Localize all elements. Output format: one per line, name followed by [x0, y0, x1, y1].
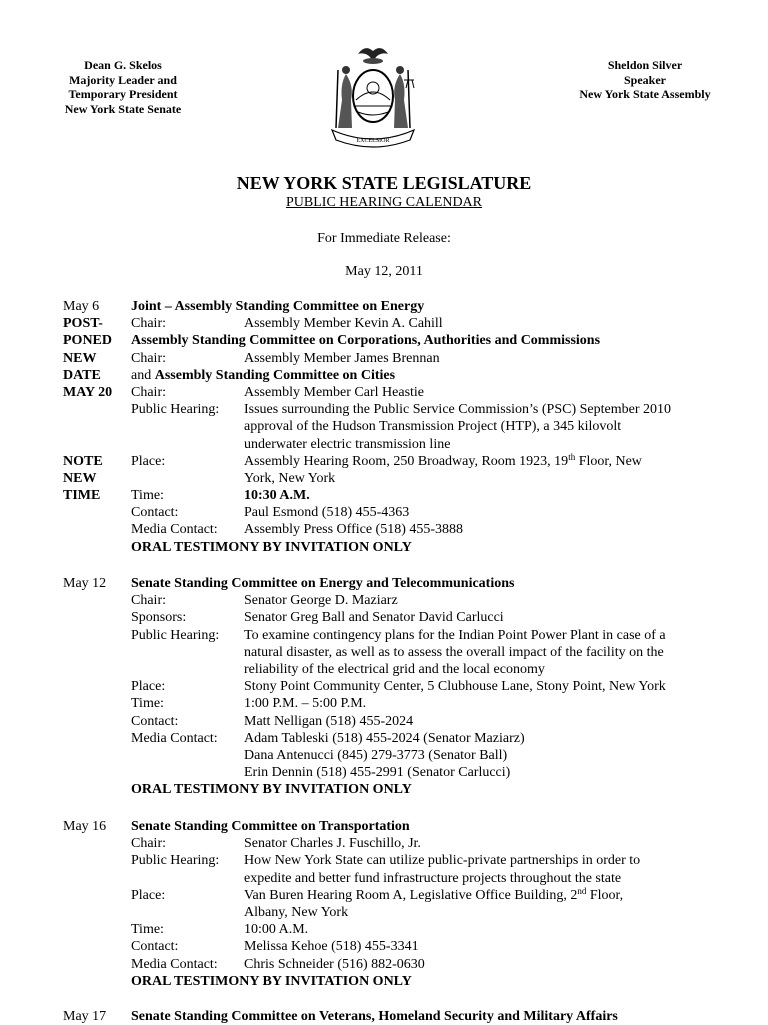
place-line-end: Floor, New [575, 453, 642, 469]
entry-date: May 12 [63, 576, 107, 591]
chair-value: Senator Charles J. Fuschillo, Jr. [244, 836, 421, 852]
place-line: Stony Point Community Center, 5 Clubhouse Lane, Stony Point, New York [244, 679, 666, 695]
hearing-label: Public Hearing: [131, 627, 220, 643]
hearing-label: Public Hearing: [131, 402, 220, 418]
contact-label: Contact: [131, 713, 179, 729]
place-label: Place: [131, 453, 166, 469]
new-date-note: NEW [63, 350, 97, 366]
place-line: Van Buren Hearing Room A, Legislative Office Building, 2 [244, 887, 578, 903]
chair-value: Assembly Member James Brennan [244, 350, 440, 366]
sponsors-label: Sponsors: [131, 610, 187, 626]
contact-value: Matt Nelligan (518) 455-2024 [244, 713, 414, 729]
document-title: NEW YORK STATE LEGISLATURE [236, 173, 532, 193]
oral-testimony-note: ORAL TESTIMONY BY INVITATION ONLY [131, 782, 412, 798]
senate-leader-title-1: Majority Leader and [69, 72, 177, 87]
and-prefix: and [131, 367, 152, 383]
media-contact-label: Media Contact: [131, 730, 218, 746]
media-contact-value: Erin Dennin (518) 455-2991 (Senator Carlucci) [244, 765, 511, 781]
media-contact-value: Chris Schneider (516) 882-0630 [244, 956, 425, 972]
hearing-line: reliability of the electrical grid and the local economy [244, 661, 545, 677]
assembly-speaker-name: Sheldon Silver [607, 58, 683, 72]
chair-label: Chair: [131, 316, 166, 332]
hearing-entry-veterans [63, 1008, 743, 1025]
state-seal-icon [318, 40, 428, 150]
assembly-speaker-body: New York State Assembly [579, 87, 711, 101]
new-date-note: DATE [63, 367, 101, 383]
oral-testimony-note: ORAL TESTIMONY BY INVITATION ONLY [131, 973, 412, 989]
hearing-line: expedite and better fund infrastructure projects throughout the state [244, 870, 622, 886]
time-note: NOTE [63, 453, 103, 469]
contact-value: Melissa Kehoe (518) 455-3341 [244, 939, 419, 955]
senate-leader-title-2: Temporary President [68, 87, 178, 101]
place-superscript: nd [577, 885, 587, 896]
time-note: NEW [63, 470, 97, 486]
time-label: Time: [131, 922, 164, 938]
hearing-line: underwater electric transmission line [244, 436, 451, 452]
time-label: Time: [131, 488, 164, 504]
place-line: York, New York [244, 470, 336, 486]
committee-name: Assembly Standing Committee on Cities [154, 367, 396, 383]
committee-name: Assembly Standing Committee on Corporations, Authorities and Commissions [131, 333, 601, 349]
committee-name: Senate Standing Committee on Energy and Telecommunications [131, 576, 515, 591]
media-contact-label: Media Contact: [131, 522, 218, 538]
document-subtitle: PUBLIC HEARING CALENDAR [286, 195, 482, 210]
committee-name: Senate Standing Committee on Transportation [131, 819, 410, 834]
place-superscript: th [568, 451, 576, 462]
hearing-line: natural disaster, as well as to assess the overall impact of the facility on the [244, 644, 664, 660]
place-line: Assembly Hearing Room, 250 Broadway, Room 1923, 19 [244, 453, 569, 469]
hearing-line: How New York State can utilize public-private partnerships in order to [244, 853, 641, 869]
oral-testimony-note: ORAL TESTIMONY BY INVITATION ONLY [131, 539, 412, 555]
media-contact-label: Media Contact: [131, 956, 218, 972]
senate-leader-block [48, 58, 198, 116]
hearing-line: approval of the Hudson Transmission Project (HTP), a 345 kilovolt [244, 419, 622, 435]
new-york-state-seal [318, 40, 428, 150]
entry-date: May 6 [63, 299, 100, 314]
place-label: Place: [131, 887, 166, 903]
seal-motto-text: EXCELSIOR [356, 138, 390, 144]
place-label: Place: [131, 679, 166, 695]
sponsors-value: Senator Greg Ball and Senator David Carlucci [244, 610, 504, 626]
hearing-entry-indian-point [63, 575, 743, 798]
postponed-note: POST- [63, 316, 103, 332]
media-contact-value: Dana Antenucci (845) 279-3773 (Senator Ball) [244, 747, 508, 763]
time-value: 1:00 P.M. – 5:00 P.M. [244, 696, 367, 712]
entry-date: May 16 [63, 819, 107, 834]
time-label: Time: [131, 696, 164, 712]
hearing-label: Public Hearing: [131, 853, 220, 869]
committee-name: Joint – Assembly Standing Committee on Energy [131, 299, 425, 314]
release-label: For Immediate Release: [317, 231, 451, 246]
media-contact-value: Adam Tableski (518) 455-2024 (Senator Maziarz) [244, 730, 525, 746]
committee-name: Senate Standing Committee on Veterans, Homeland Security and Military Affairs [131, 1009, 618, 1024]
place-line-end: Floor, [586, 887, 624, 903]
contact-label: Contact: [131, 505, 179, 521]
release-date: May 12, 2011 [345, 264, 423, 279]
chair-label: Chair: [131, 350, 166, 366]
time-value: 10:00 A.M. [244, 922, 309, 938]
media-contact-value: Assembly Press Office (518) 455-3888 [244, 522, 464, 538]
time-note: TIME [63, 488, 101, 504]
hearing-entry-transportation [63, 818, 743, 990]
senate-leader-name: Dean G. Skelos [84, 58, 162, 72]
contact-value: Paul Esmond (518) 455-4363 [244, 505, 410, 521]
place-line: Albany, New York [244, 904, 349, 920]
assembly-speaker-block [560, 58, 730, 102]
hearing-entry-energy [63, 298, 743, 556]
chair-label: Chair: [131, 836, 166, 852]
hearing-line: Issues surrounding the Public Service Commission’s (PSC) September 2010 [244, 402, 671, 418]
assembly-speaker-title: Speaker [624, 72, 666, 87]
chair-value: Assembly Member Kevin A. Cahill [244, 316, 443, 332]
time-value: 10:30 A.M. [244, 488, 310, 504]
contact-label: Contact: [131, 939, 179, 955]
chair-label: Chair: [131, 593, 166, 609]
new-date-value: MAY 20 [63, 384, 113, 400]
hearing-line: To examine contingency plans for the Indian Point Power Plant in case of a [244, 627, 666, 643]
senate-leader-title-3: New York State Senate [64, 101, 182, 116]
chair-value: Assembly Member Carl Heastie [244, 384, 425, 400]
postponed-note: PONED [63, 333, 112, 349]
entry-date: May 17 [63, 1009, 107, 1024]
chair-label: Chair: [131, 384, 166, 400]
chair-value: Senator George D. Maziarz [244, 593, 398, 609]
